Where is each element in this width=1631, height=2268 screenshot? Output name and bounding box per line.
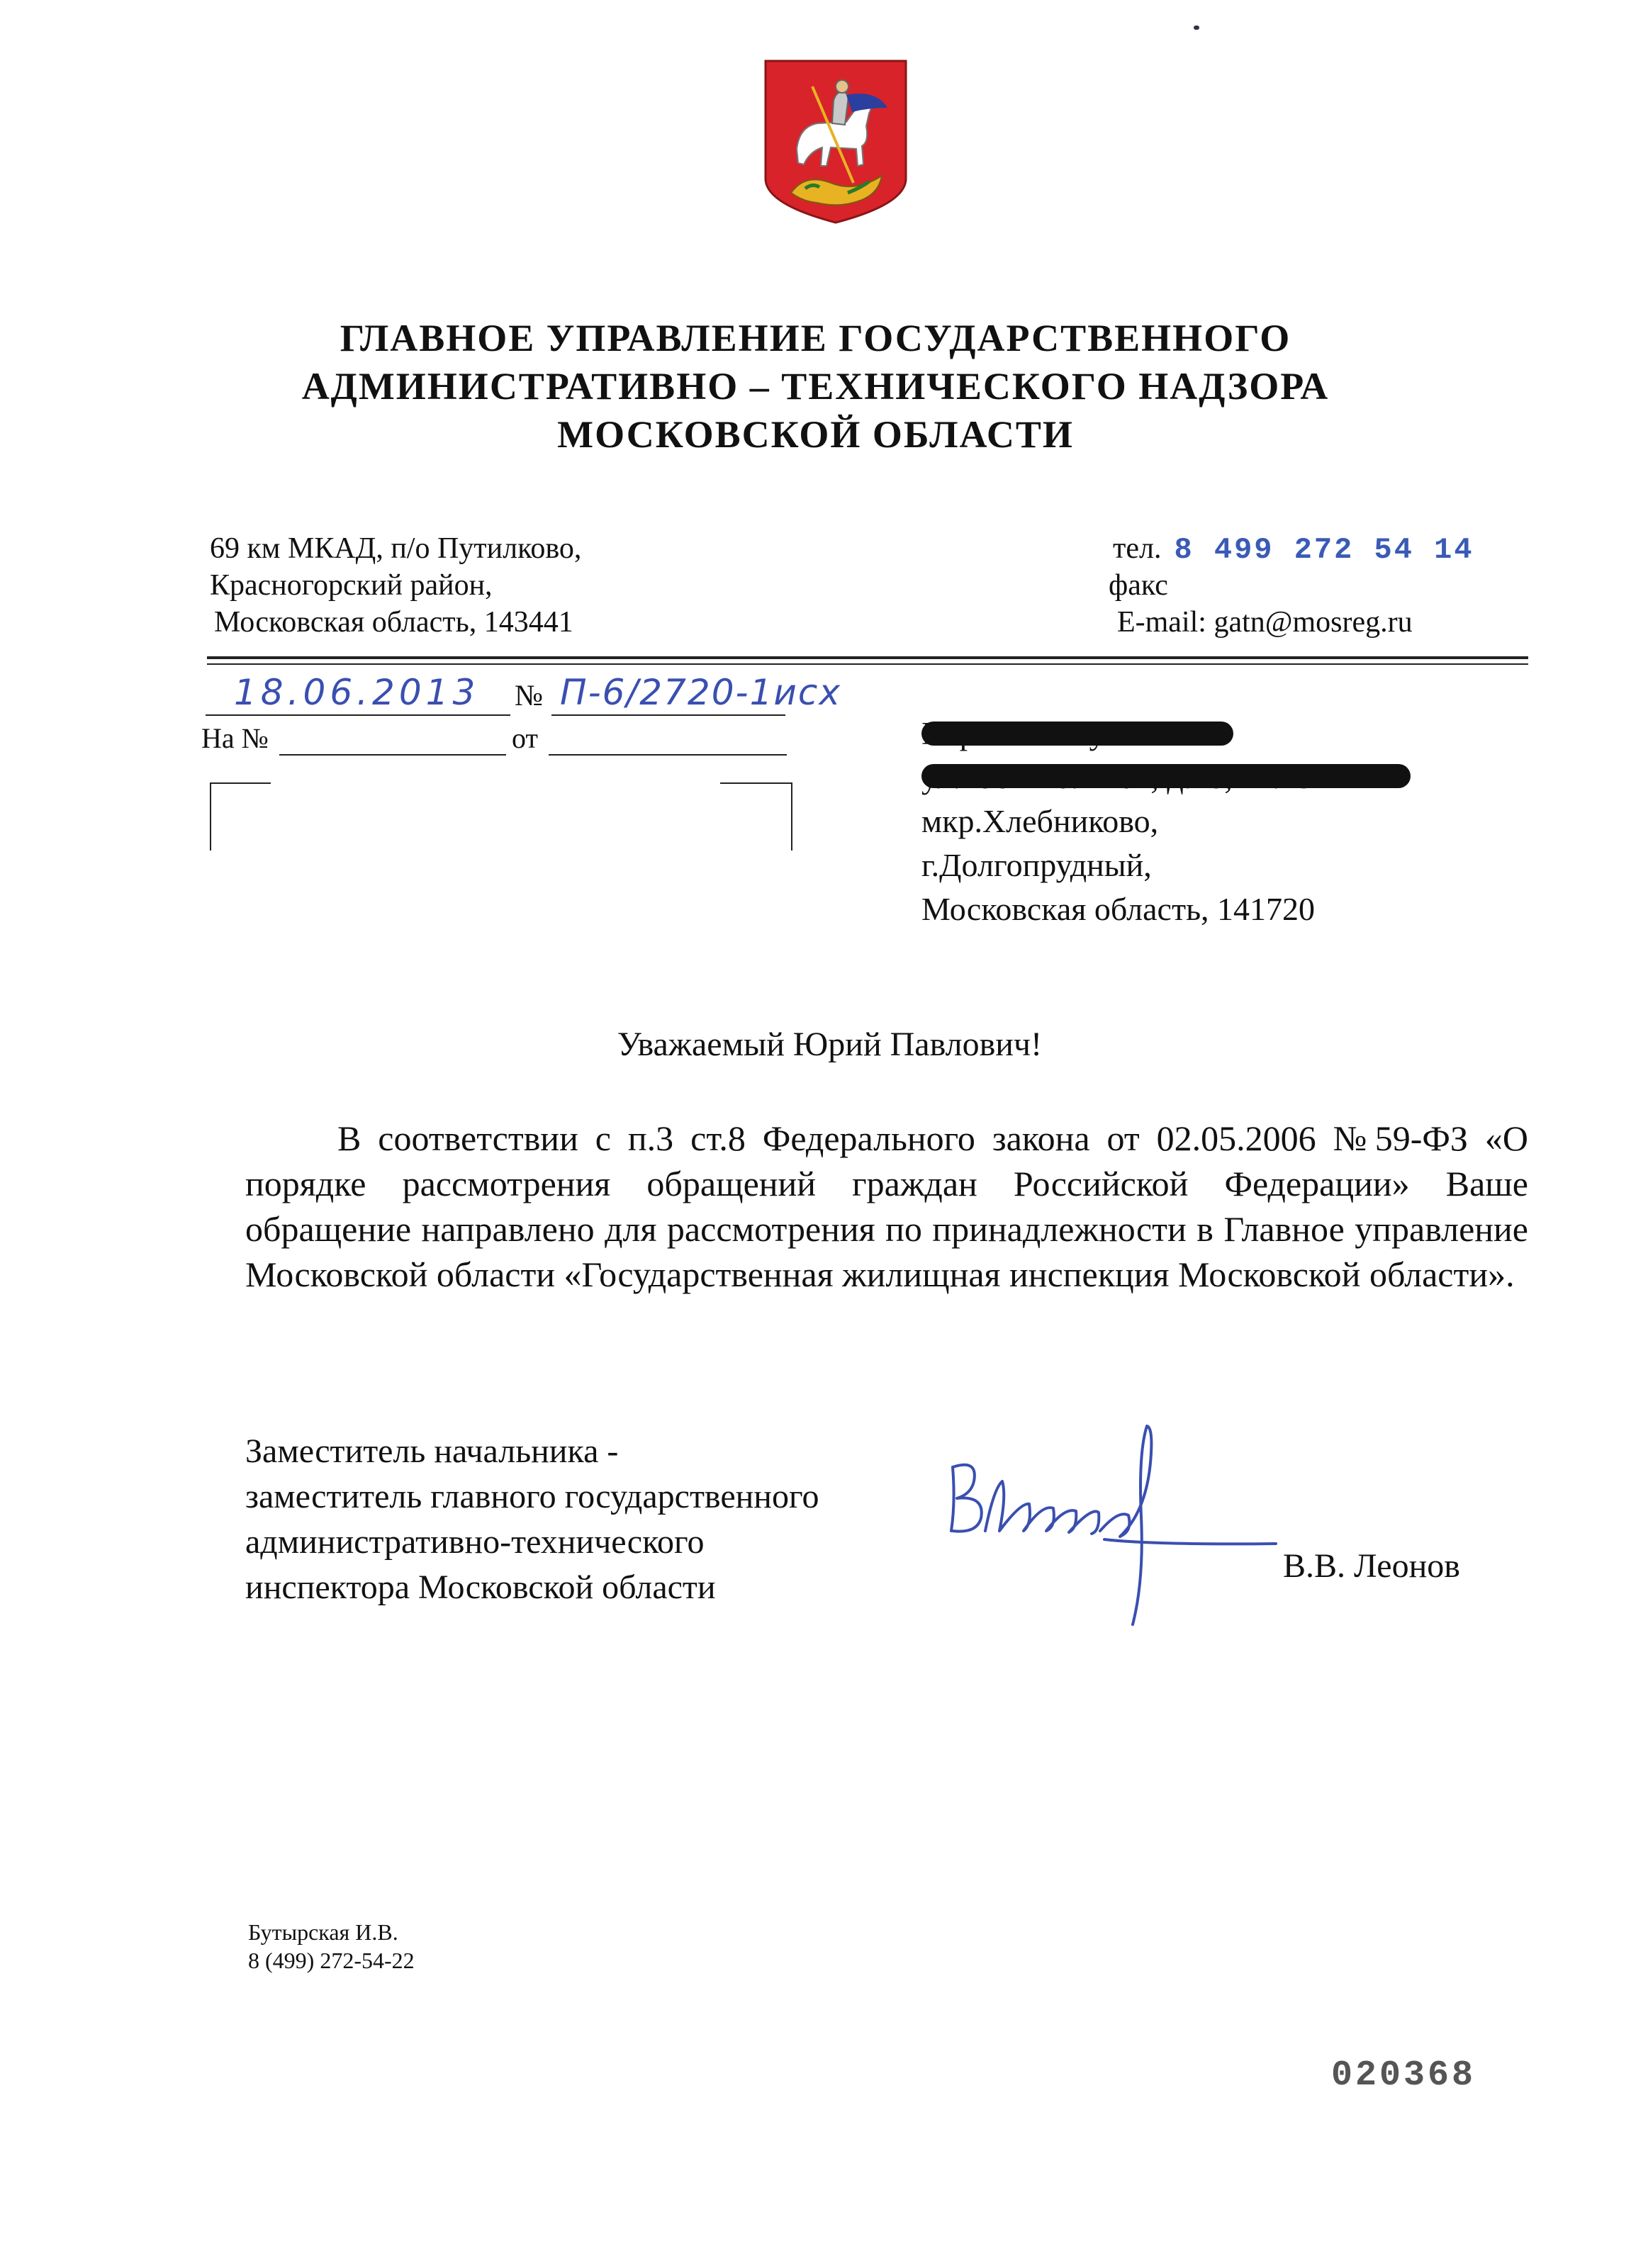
number-sign: № — [515, 680, 544, 712]
redaction-mark — [921, 722, 1233, 746]
redaction-mark — [921, 764, 1411, 788]
org-name-line2: АДМИНИСТРАТИВНО – ТЕХНИЧЕСКОГО НАДЗОРА — [301, 365, 1330, 408]
from-underline — [549, 754, 787, 756]
fax-label: факс — [1109, 569, 1168, 602]
letter-body: В соответствии с п.3 ст.8 Федерального закона от 02.05.2006 №59-ФЗ «О порядке рассмотрения обращений граждан Российской Федерации» Ваше обращение направлено для рассмотрения по принадлежности в Главное управление Московской области «Государственная жилищная инспекция Московской области». — [245, 1118, 1528, 1294]
address-line3: Московская область, 143441 — [214, 606, 573, 639]
salutation: Уважаемый Юрий Павлович! — [617, 1026, 1043, 1063]
address-corner-left — [210, 782, 271, 850]
signatory-name: В.В. Леонов — [1283, 1547, 1460, 1585]
signatory-title-line1: Заместитель начальника - — [245, 1432, 619, 1470]
header-rule-thick — [207, 656, 1528, 659]
phone-label: тел. — [1113, 532, 1162, 565]
signatory-title-line3: административно-технического — [245, 1523, 705, 1561]
phone-value: 8 499 272 54 14 — [1174, 533, 1474, 567]
signatory-title-line2: заместитель главного государственного — [245, 1478, 819, 1515]
recipient-region: Московская область, 141720 — [921, 891, 1316, 927]
executor-phone: 8 (499) 272-54-22 — [248, 1948, 415, 1973]
phone-line — [1113, 530, 1474, 568]
address-corner-right — [720, 782, 792, 850]
signatory-title-line4: инспектора Московской области — [245, 1568, 716, 1606]
form-serial-number: 020368 — [1331, 2055, 1476, 2096]
header-rule-thin — [207, 663, 1528, 665]
from-label: от — [512, 722, 538, 754]
executor-block — [248, 1918, 415, 1975]
email-line: E-mail: gatn@mosreg.ru — [1117, 606, 1413, 639]
ink-dot — [1194, 26, 1199, 30]
recipient-city: г.Долгопрудный, — [921, 847, 1152, 883]
signatory-title — [245, 1429, 819, 1610]
reference-label: На № — [201, 722, 269, 754]
address-line1: 69 км МКАД, п/о Путилково, — [210, 532, 582, 565]
executor-name: Бутырская И.В. — [248, 1919, 398, 1945]
coat-of-arms-icon — [763, 58, 909, 225]
address-line2: Красногорский район, — [210, 569, 493, 602]
reference-underline — [279, 754, 506, 756]
recipient-district: мкр.Хлебниково, — [921, 803, 1159, 839]
handwritten-signature — [943, 1425, 1283, 1630]
number-underline — [551, 714, 785, 716]
date-underline — [206, 714, 510, 716]
org-name-line3: МОСКОВСКОЙ ОБЛАСТИ — [557, 413, 1074, 456]
registration-date: 18.06.2013 — [234, 672, 480, 713]
registration-number: П-6/2720-1исх — [560, 672, 841, 713]
org-name-line1: ГЛАВНОЕ УПРАВЛЕНИЕ ГОСУДАРСТВЕННОГО — [340, 317, 1291, 359]
